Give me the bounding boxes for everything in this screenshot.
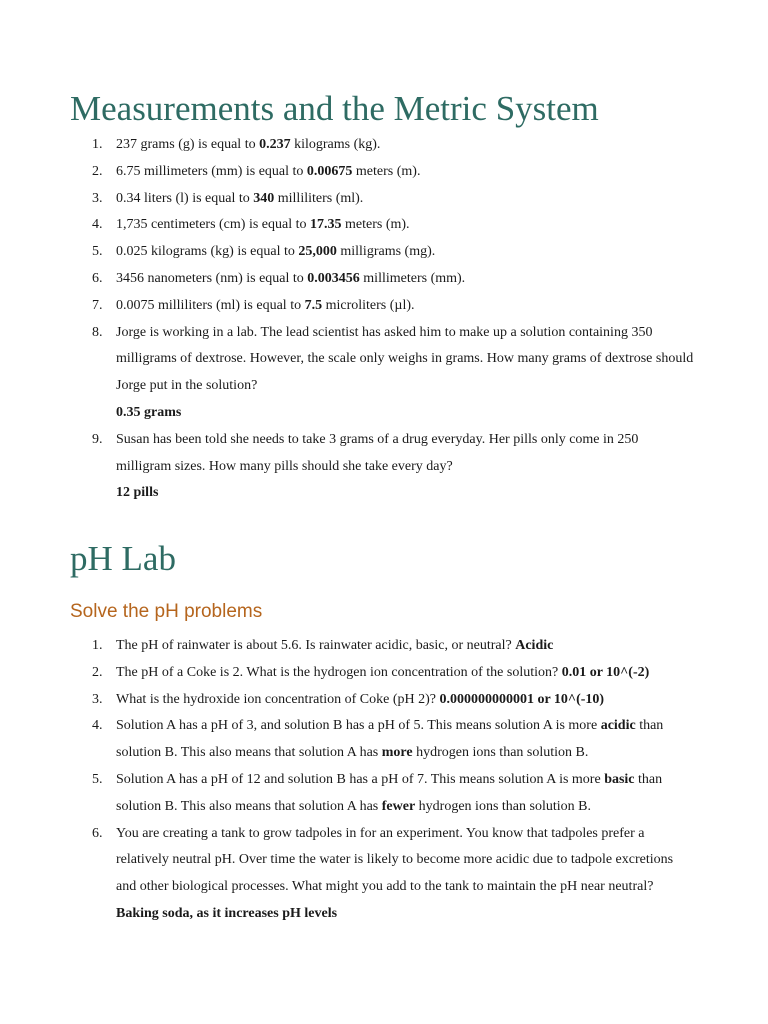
question-text: Jorge is working in a lab. The lead scientist has asked him to make up a solution containing 350 milligrams of dextrose. However, the scale only weighs in grams. How many grams of dextrose should Jorge put in the solution?	[116, 324, 694, 394]
question-text: 1,735 centimeters (cm) is equal to	[116, 217, 310, 233]
answer-text: 0.003456	[307, 270, 360, 286]
list-item	[0, 633, 696, 660]
list-item	[0, 821, 696, 928]
question-text: 0.34 liters (l) is equal to	[116, 190, 254, 206]
question-text: 237 grams (g) is equal to	[116, 137, 260, 152]
answer-text: 0.000000000001 or 10^(-10)	[439, 691, 605, 707]
question-text-end: milligrams (mg).	[336, 244, 436, 260]
answer-text: 0.00675	[306, 163, 353, 179]
answer-text: basic	[604, 771, 635, 787]
list-item	[0, 713, 696, 767]
answer-text: 25,000	[298, 244, 337, 260]
item-number: 5.	[92, 771, 103, 787]
question-text: Solution A has a pH of 12 and solution B has a pH of 7. This means solution A is more	[116, 771, 605, 787]
answer-text: 12 pills	[116, 485, 159, 501]
list-item	[0, 186, 696, 213]
answer-text: 0.01 or 10^(-2)	[561, 664, 650, 680]
list-item	[0, 687, 696, 714]
answer-text: 17.35	[310, 217, 342, 233]
item-number: 9.	[92, 431, 103, 447]
answer-text: 7.5	[304, 297, 323, 313]
question-text-end: hydrogen ions than solution B.	[412, 745, 589, 761]
question-text: Solution A has a pH of 3, and solution B has a pH of 5. This means solution A is more	[116, 718, 601, 734]
question-text: 6.75 millimeters (mm) is equal to	[116, 163, 307, 179]
item-number: 2.	[92, 163, 103, 179]
question-text: 0.0075 milliliters (ml) is equal to	[116, 297, 305, 313]
question-text: Susan has been told she needs to take 3 grams of a drug everyday. Her pills only come in 250 milligram sizes. How many pills should she take every day?	[116, 431, 639, 474]
item-number: 3.	[92, 190, 103, 206]
answer-text: 0.35 grams	[116, 404, 182, 420]
question-text-end: meters (m).	[341, 217, 410, 233]
section-title-metric: Measurements and the Metric System	[70, 89, 599, 128]
metric-question-list	[0, 132, 696, 507]
item-number: 6.	[92, 270, 103, 286]
question-text-end: milliliters (ml).	[274, 190, 364, 206]
list-item	[0, 132, 696, 159]
list-item	[0, 767, 696, 821]
item-number: 1.	[92, 137, 103, 152]
list-item	[0, 266, 696, 293]
question-text-end: kilograms (kg).	[290, 137, 381, 152]
question-text: 3456 nanometers (nm) is equal to	[116, 270, 308, 286]
item-number: 7.	[92, 297, 103, 313]
item-number: 4.	[92, 718, 103, 734]
list-item	[0, 212, 696, 239]
list-item	[0, 239, 696, 266]
list-item	[0, 293, 696, 320]
question-text: You are creating a tank to grow tadpoles in for an experiment. You know that tadpoles prefer a relatively neutral pH. Over time the water is likely to become more acidic due to tadpole excretions and other biological processes. What might you add to the tank to maintain the pH near neutral?	[116, 825, 674, 895]
ph-question-list	[0, 633, 696, 928]
question-text-end: meters (m).	[352, 163, 421, 179]
answer-text: 0.237	[259, 137, 291, 152]
section-subtitle: Solve the pH problems	[70, 601, 263, 622]
item-number: 5.	[92, 244, 103, 260]
answer-text: Acidic	[515, 638, 554, 653]
list-item	[0, 427, 696, 507]
list-item	[0, 320, 696, 427]
item-number: 1.	[92, 638, 103, 653]
question-text: 0.025 kilograms (kg) is equal to	[116, 244, 299, 260]
item-number: 2.	[92, 664, 103, 680]
list-item	[0, 159, 696, 186]
question-text-mid: than solution B. This also means that solution A has	[116, 718, 664, 761]
answer-text: acidic	[600, 718, 636, 734]
section-title-ph: pH Lab	[70, 539, 176, 578]
item-number: 8.	[92, 324, 103, 340]
answer-text-2: more	[381, 745, 413, 761]
question-text-end: hydrogen ions than solution B.	[415, 798, 591, 814]
question-text: The pH of a Coke is 2. What is the hydrogen ion concentration of the solution?	[116, 664, 562, 680]
answer-text-2: fewer	[381, 798, 416, 814]
question-text: What is the hydroxide ion concentration of Coke (pH 2)?	[116, 691, 440, 707]
list-item	[0, 660, 696, 687]
question-text-mid: than solution B. This also means that solution A has	[116, 771, 663, 814]
item-number: 4.	[92, 217, 103, 233]
question-text-end: microliters (µl).	[322, 297, 415, 313]
question-text: The pH of rainwater is about 5.6. Is rainwater acidic, basic, or neutral?	[116, 638, 516, 653]
item-number: 3.	[92, 691, 103, 707]
question-text-end: millimeters (mm).	[359, 270, 466, 286]
answer-text: Baking soda, as it increases pH levels	[116, 905, 338, 921]
answer-text: 340	[253, 190, 275, 206]
item-number: 6.	[92, 825, 103, 841]
